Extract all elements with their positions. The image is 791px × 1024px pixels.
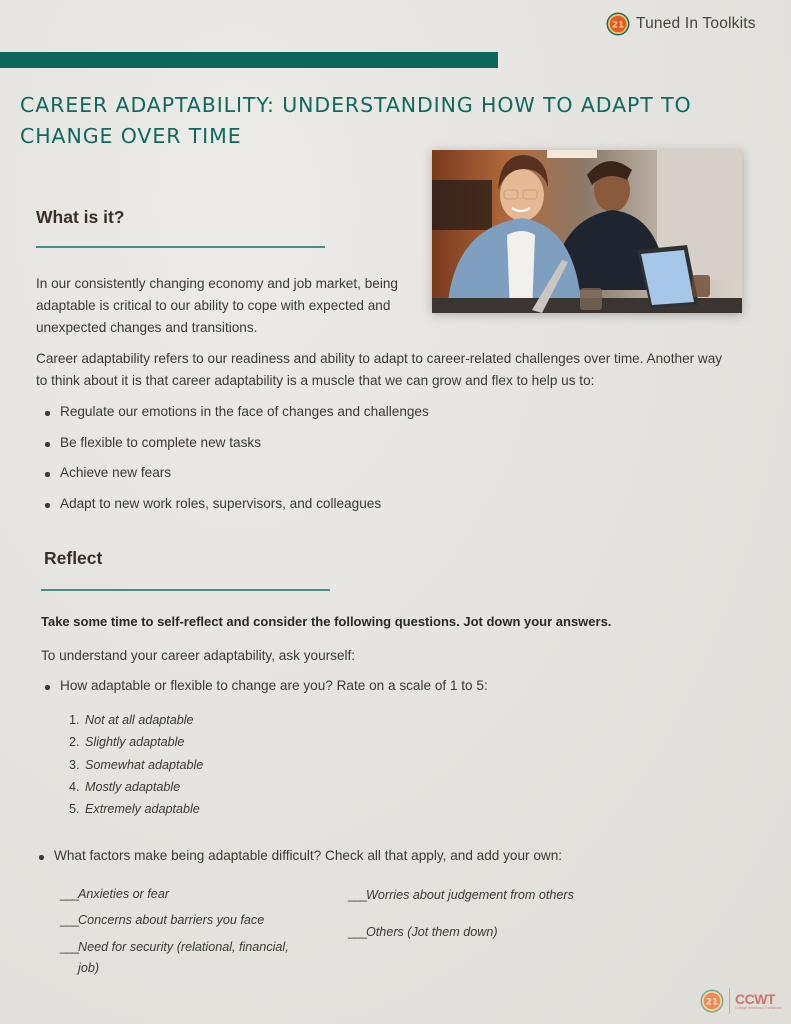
what-is-it-heading: What is it? xyxy=(36,207,125,227)
brand-name: Tuned In Toolkits xyxy=(636,15,756,32)
adaptability-bullet-list xyxy=(36,404,716,526)
blank-line: ___ xyxy=(348,925,367,939)
logo-divider xyxy=(729,988,730,1014)
ccwt-logo: CCWT College Workforce Transitions xyxy=(735,991,782,1010)
reflect-instruction: Take some time to self-reflect and consider the following questions. Jot down your answers. xyxy=(41,614,612,629)
list-item: Be flexible to complete new tasks xyxy=(36,435,716,465)
definition-paragraph: Career adaptability refers to our readiness and ability to adapt to career-related challenges over time. Another way to think about it is that career adaptability is a muscle that we can grow and flex to help us to: xyxy=(36,351,723,388)
scale-option-4[interactable]: 4. Mostly adaptable xyxy=(69,779,181,794)
title-line-1: CAREER ADAPTABILITY: UNDERSTANDING HOW TO ADAPT TO xyxy=(20,93,692,117)
footer-logos xyxy=(700,988,782,1014)
question-1: How adaptable or flexible to change are you? Rate on a scale of 1 to 5: xyxy=(36,678,736,693)
tuned-in-logo-icon xyxy=(700,989,724,1013)
hero-photo xyxy=(432,150,742,313)
question-2-list xyxy=(30,848,730,863)
brand-header xyxy=(606,12,756,36)
list-item: Adapt to new work roles, supervisors, and colleagues xyxy=(36,496,716,526)
blank-line: ___ xyxy=(60,887,79,901)
factor-checkbox-anxieties[interactable]: ___Anxieties or fear xyxy=(60,887,170,901)
question-2: What factors make being adaptable difficult? Check all that apply, and add your own: xyxy=(30,848,730,863)
colleagues-photo-illustration xyxy=(432,150,742,313)
scale-option-5[interactable]: 5. Extremely adaptable xyxy=(69,802,200,817)
adaptability-scale xyxy=(69,709,203,820)
tuned-in-logo-icon xyxy=(606,12,630,36)
intro-paragraph: In our consistently changing economy and job market, being adaptable is critical to our ability to cope with expected and unexpected changes and transitions. xyxy=(36,276,398,335)
heading-underline xyxy=(36,246,325,248)
list-item: Achieve new fears xyxy=(36,465,716,496)
question-1-list xyxy=(36,678,736,693)
reflect-heading: Reflect xyxy=(44,548,103,568)
svg-text:21: 21 xyxy=(611,20,625,31)
title-line-2: CHANGE OVER TIME xyxy=(20,124,242,148)
svg-text:21: 21 xyxy=(705,997,719,1008)
scale-option-3[interactable]: 3. Somewhat adaptable xyxy=(69,757,204,772)
page-title xyxy=(20,90,740,152)
scale-option-1[interactable]: 1. Not at all adaptable xyxy=(69,713,194,727)
scale-option-2[interactable]: 2. Slightly adaptable xyxy=(69,735,185,750)
list-item: Regulate our emotions in the face of changes and challenges xyxy=(36,404,716,435)
blank-line: ___ xyxy=(60,913,79,927)
factor-checkbox-others[interactable]: ___Others (Jot them down) xyxy=(348,925,498,939)
factor-checkbox-barriers[interactable]: ___Concerns about barriers you face xyxy=(60,913,265,927)
reflect-prompt: To understand your career adaptability, ask yourself: xyxy=(41,648,356,663)
heading-underline xyxy=(41,589,330,591)
factor-checkbox-judgement[interactable]: ___Worries about judgement from others xyxy=(348,888,574,902)
blank-line: ___ xyxy=(348,888,367,902)
accent-bar xyxy=(0,52,498,68)
blank-line: ___ xyxy=(60,940,79,954)
factor-checkbox-security[interactable]: ___ Need for security (relational, financial, job) xyxy=(60,937,312,979)
